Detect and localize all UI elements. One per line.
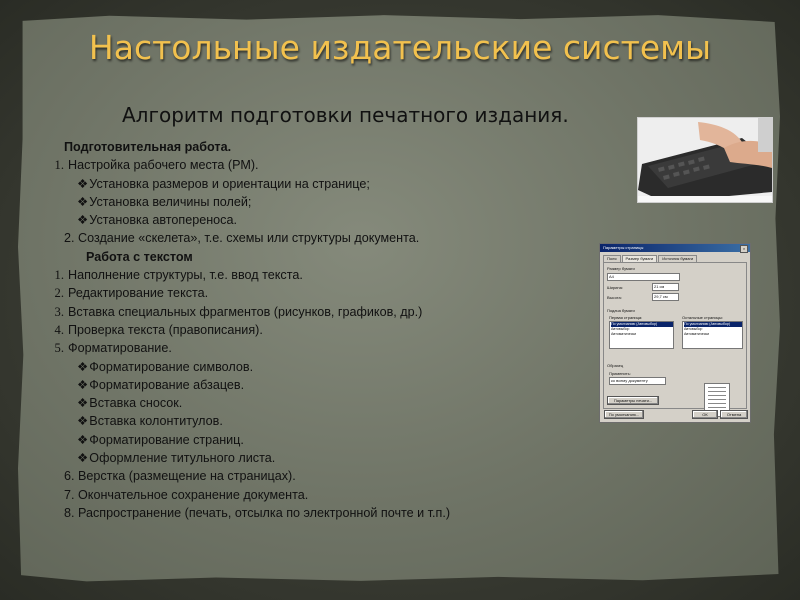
list-item (46, 339, 606, 357)
paper-size-label: Размер бумаги (607, 266, 635, 271)
bullet-item (46, 175, 606, 193)
list-item (46, 321, 606, 339)
list-item (46, 156, 606, 174)
bullet-text: Форматирование символов. (89, 359, 254, 374)
list-item-text: Редактирование текста. (68, 286, 209, 301)
bullet-text: Оформление титульного листа. (89, 451, 276, 466)
diamond-bullet-icon: ❖ (77, 414, 89, 429)
list-number: 1. (54, 268, 64, 283)
slide-body (46, 138, 606, 522)
first-page-label: Первая страница: (609, 315, 643, 320)
apply-label: Применить: (609, 371, 631, 376)
list-number: 3. (54, 304, 64, 319)
bullet-text: Форматирование страниц. (89, 432, 244, 447)
list-item: 8. Распространение (печать, отсылка по электронной почте и т.п.) (64, 505, 451, 520)
dialog-title: Параметры страницы (603, 245, 644, 250)
list-item: По умолчанию (Автовыбор) (684, 322, 742, 327)
list-item (46, 266, 606, 284)
diamond-bullet-icon: ❖ (77, 194, 89, 209)
width-field: 21 см (652, 283, 679, 291)
section-heading-preparation: Подготовительная работа. (64, 140, 232, 154)
tab-paper-source: Источник бумаги (658, 255, 697, 262)
list-item: Автовыбор (611, 327, 630, 331)
other-pages-list (682, 321, 743, 349)
list-item: Автоматически (611, 332, 637, 336)
list-item: Автовыбор (684, 327, 703, 331)
bullet-item (46, 211, 606, 229)
bullet-item (46, 449, 606, 467)
section-heading-text-work: Работа с текстом (86, 249, 193, 264)
bullet-text: Вставка сносок. (89, 396, 183, 411)
bullet-text: Установка размеров и ориентации на странице; (89, 176, 370, 191)
list-item: 6. Верстка (размещение на страницах). (64, 469, 296, 484)
tab-margins: Поля (603, 255, 621, 262)
keyboard-hands-illustration (638, 118, 772, 202)
bullet-item (46, 358, 606, 376)
height-field: 29,7 см (652, 293, 679, 301)
preview-label: Образец (607, 363, 624, 368)
dialog-tabs (603, 255, 698, 262)
first-page-list (609, 321, 674, 349)
slide-subtitle: Алгоритм подготовки печатного издания. (122, 103, 569, 127)
ok-button: ОК (692, 410, 718, 419)
list-item: 2. Создание «скелета», т.е. схемы или структуры документа. (64, 231, 420, 246)
list-number: 4. (54, 322, 64, 337)
default-button: По умолчанию... (604, 410, 644, 419)
diamond-bullet-icon: ❖ (77, 396, 89, 411)
cancel-button: Отмена (720, 410, 748, 419)
list-number: 2. (54, 286, 64, 301)
slide-title: Настольные издательские системы (88, 28, 712, 67)
bullet-text: Форматирование абзацев. (89, 377, 245, 392)
page-setup-dialog-image (599, 243, 751, 423)
tab-paper-size: Размер бумаги (622, 255, 658, 262)
bullet-text: Установка автопереноса. (89, 213, 237, 228)
diamond-bullet-icon: ❖ (77, 359, 89, 374)
diamond-bullet-icon: ❖ (77, 432, 89, 447)
list-item-text: Настройка рабочего места (РМ). (68, 158, 259, 173)
list-item: По умолчанию (Автовыбор) (611, 322, 673, 327)
bullet-item (46, 193, 606, 211)
list-number: 5. (54, 341, 64, 356)
list-item (46, 284, 606, 302)
paper-size-select: А4 (607, 273, 680, 281)
bullet-item (46, 431, 606, 449)
bullet-item (46, 394, 606, 412)
list-item: Автоматически (684, 332, 710, 336)
diamond-bullet-icon: ❖ (77, 377, 89, 392)
list-item-text: Форматирование. (68, 341, 172, 356)
bullet-item (46, 376, 606, 394)
bullet-item (46, 412, 606, 430)
diamond-bullet-icon: ❖ (77, 451, 89, 466)
keyboard-photo (638, 118, 772, 202)
paper-source-label: Подача бумаги (607, 308, 635, 313)
close-icon: × (740, 245, 748, 253)
other-pages-label: Остальные страницы: (682, 315, 723, 320)
list-item: 7. Окончательное сохранение документа. (64, 487, 309, 502)
width-label: Ширина: (607, 285, 623, 290)
list-item-text: Проверка текста (правописания). (68, 322, 263, 337)
height-label: Высота: (607, 295, 622, 300)
list-number: 1. (54, 158, 64, 173)
bullet-text: Установка величины полей; (89, 194, 252, 209)
list-item-text: Наполнение структуры, т.е. ввод текста. (68, 268, 303, 283)
bullet-text: Вставка колонтитулов. (89, 414, 223, 429)
dialog-title-bar (600, 244, 750, 252)
list-item-text: Вставка специальных фрагментов (рисунков, графиков, др.) (68, 304, 423, 319)
list-item (46, 303, 606, 321)
diamond-bullet-icon: ❖ (77, 213, 89, 228)
diamond-bullet-icon: ❖ (77, 176, 89, 191)
dialog-panel (603, 262, 747, 409)
apply-select: ко всему документу (609, 377, 666, 385)
print-options-button: Параметры печати... (607, 396, 659, 405)
